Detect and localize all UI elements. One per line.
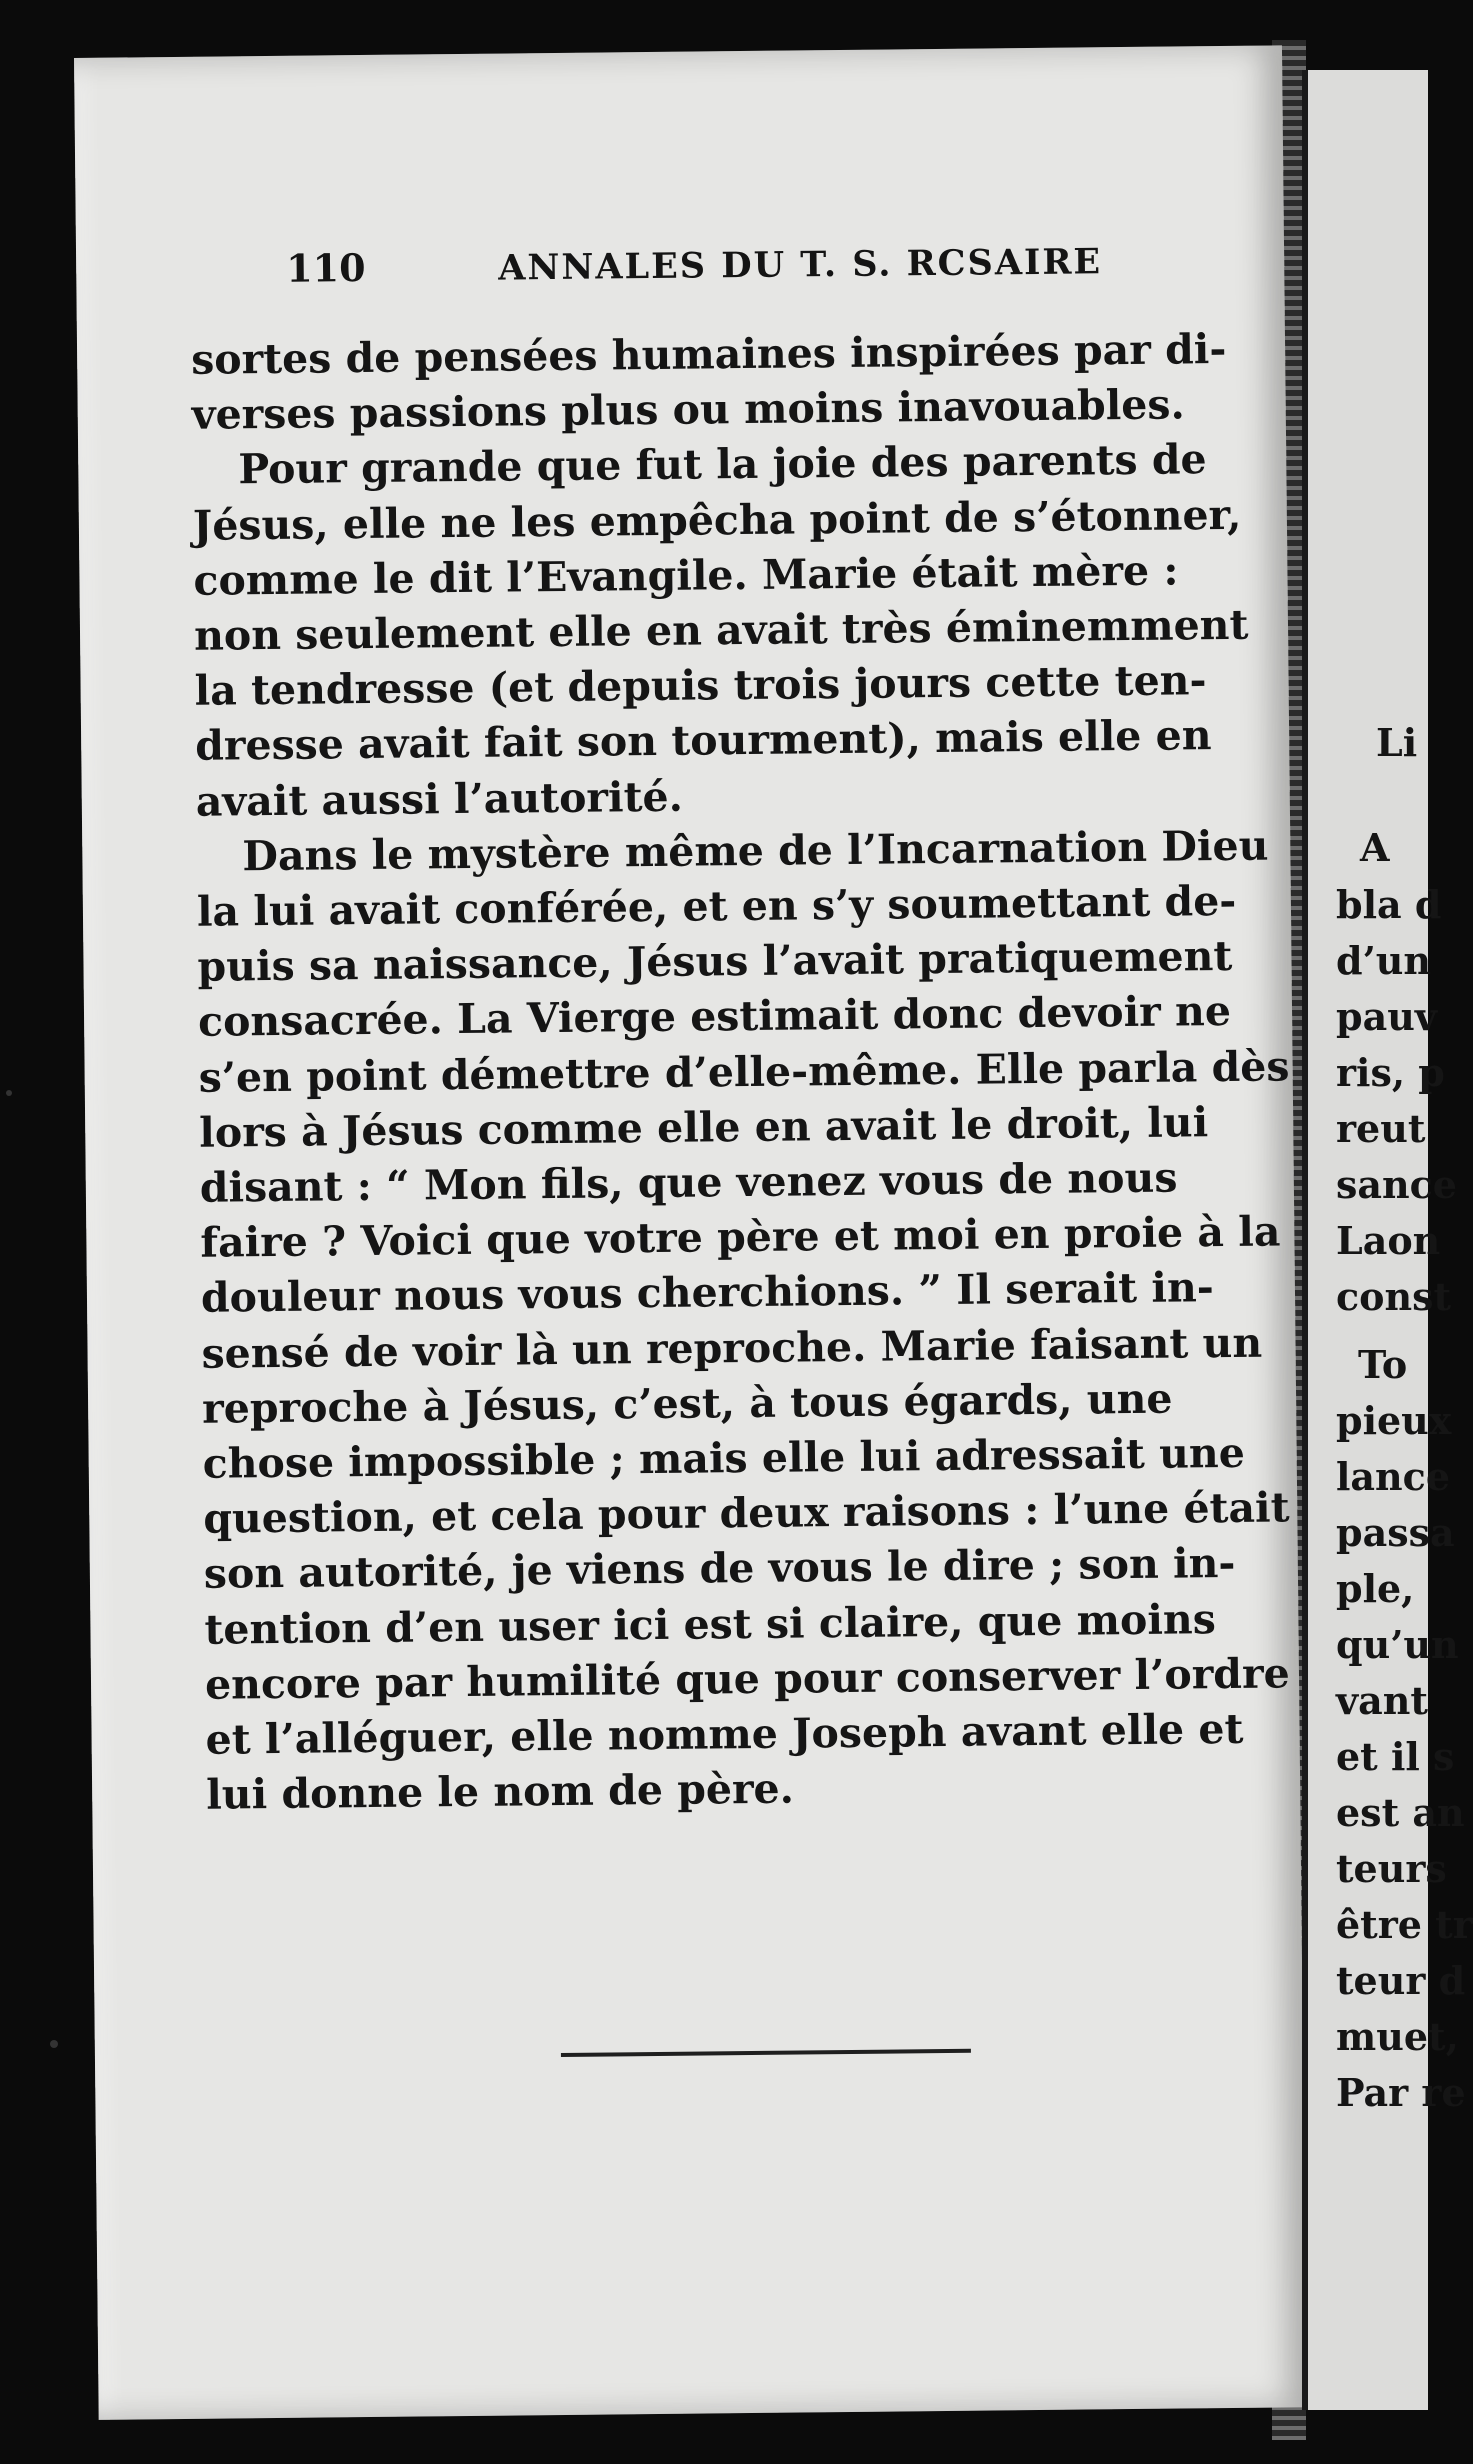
facing-line: ris, p bbox=[1336, 1050, 1445, 1095]
text-line: faire ? Voici que votre père et moi en proie à la bbox=[200, 1207, 1281, 1267]
facing-line: A bbox=[1360, 825, 1390, 870]
facing-line: vant bbox=[1336, 1678, 1428, 1723]
text-line: avait aussi l’autorité. bbox=[195, 772, 684, 826]
paragraph-2 bbox=[192, 432, 1256, 830]
facing-line: To bbox=[1358, 1342, 1408, 1387]
scan-speck bbox=[6, 1090, 12, 1096]
facing-line: Par re bbox=[1336, 2070, 1466, 2115]
facing-line: reut bbox=[1336, 1106, 1426, 1151]
paragraph-3 bbox=[196, 818, 1290, 1823]
facing-line: teur d bbox=[1336, 1958, 1466, 2003]
text-line: la tendresse (et depuis trois jours cette ten- bbox=[194, 656, 1207, 715]
text-line: Jésus, elle ne les empêcha point de s’étonner, bbox=[192, 490, 1242, 550]
facing-line: être tr bbox=[1336, 1902, 1473, 1947]
text-line: son autorité, je viens de vous le dire ; son in- bbox=[203, 1539, 1236, 1599]
facing-line: lance bbox=[1336, 1454, 1450, 1499]
facing-line: passa bbox=[1336, 1510, 1455, 1555]
text-line: puis sa naissance, Jésus l’avait pratiquement bbox=[197, 932, 1233, 991]
facing-line: teurs bbox=[1336, 1846, 1447, 1891]
text-line: tention d’en user ici est si claire, que moins bbox=[204, 1594, 1217, 1654]
text-line: dresse avait fait son tourment), mais elle en bbox=[194, 711, 1212, 771]
text-line: la lui avait conférée, et en s’y soumettant de- bbox=[196, 876, 1237, 936]
text-line: sensé de voir là un reproche. Marie faisant un bbox=[201, 1318, 1263, 1378]
facing-page bbox=[1302, 70, 1473, 2410]
facing-line: qu’un bbox=[1336, 1622, 1459, 1667]
text-line: douleur nous vous cherchions. ” Il serait in- bbox=[200, 1263, 1215, 1323]
text-line: lui donne le nom de père. bbox=[205, 1764, 795, 1819]
text-line: sortes de pensées humaines inspirées par di- bbox=[190, 324, 1227, 384]
facing-line: ple, bbox=[1336, 1566, 1415, 1611]
facing-line: Li bbox=[1376, 720, 1418, 765]
facing-line: bla d bbox=[1336, 882, 1442, 927]
text-line: chose impossible ; mais elle lui adressait une bbox=[202, 1428, 1246, 1488]
running-head bbox=[286, 237, 1166, 296]
text-line: comme le dit l’Evangile. Marie était mère : bbox=[193, 546, 1179, 605]
facing-line: est an bbox=[1336, 1790, 1465, 1835]
running-title: ANNALES DU T. S. RCSAIRE bbox=[498, 241, 1103, 289]
facing-line: muet, bbox=[1336, 2014, 1459, 2059]
scan-speck bbox=[50, 2040, 58, 2048]
text-line: disant : “ Mon fils, que venez vous de nous bbox=[199, 1153, 1178, 1212]
text-line: et l’alléguer, elle nomme Joseph avant elle et bbox=[205, 1704, 1244, 1764]
text-line: question, et cela pour deux raisons : l’une était bbox=[203, 1483, 1290, 1543]
text-line: s’en point démettre d’elle-même. Elle parla dès bbox=[198, 1041, 1290, 1102]
page-number: 110 bbox=[285, 244, 366, 291]
text-line: encore par humilité que pour conserver l’ordre bbox=[204, 1649, 1290, 1709]
body-text bbox=[190, 322, 1290, 1824]
facing-line: sance bbox=[1336, 1162, 1457, 1207]
facing-line: d’un bbox=[1336, 938, 1432, 983]
section-end-rule bbox=[561, 2049, 971, 2057]
text-line: Pour grande que fut la joie des parents de bbox=[238, 435, 1207, 494]
text-line: consacrée. La Vierge estimait donc devoir ne bbox=[197, 987, 1232, 1047]
facing-line: Laon bbox=[1336, 1218, 1441, 1263]
left-page bbox=[74, 45, 1307, 2420]
text-line: lors à Jésus comme elle en avait le droit, lui bbox=[199, 1098, 1209, 1157]
facing-line: et il s bbox=[1336, 1734, 1455, 1779]
facing-line: pieux bbox=[1336, 1398, 1452, 1443]
facing-line: const bbox=[1336, 1274, 1452, 1319]
text-line: Dans le mystère même de l’Incarnation Dieu bbox=[242, 821, 1269, 881]
text-line: non seulement elle en avait très éminemment bbox=[193, 600, 1249, 660]
text-line: verses passions plus ou moins inavouables. bbox=[191, 380, 1185, 439]
facing-line: pauv bbox=[1336, 994, 1437, 1039]
paragraph-1 bbox=[191, 322, 1252, 444]
text-line: reproche à Jésus, c’est, à tous égards, une bbox=[201, 1374, 1173, 1433]
